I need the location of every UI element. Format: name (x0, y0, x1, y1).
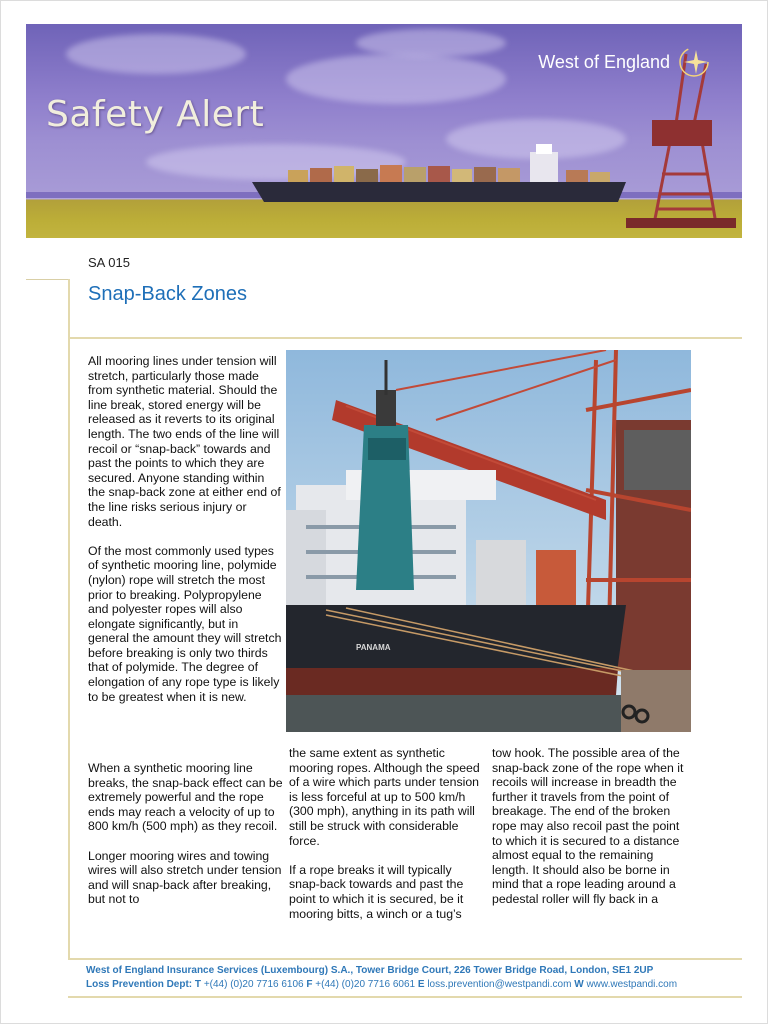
margin-rule (68, 279, 70, 959)
divider-rule (68, 958, 742, 960)
header-banner (26, 24, 742, 238)
phone-number: +(44) (0)20 7716 6106 (203, 979, 304, 990)
paragraph: If a rope breaks it will typically snap-back towards and past the point to which it is secured, be it mooring bitts, a winch or a tug’s (289, 862, 464, 921)
phone-label: T (194, 979, 202, 990)
fax-number: +(44) (0)20 7716 6061 (315, 979, 416, 990)
compass-star-icon (678, 44, 714, 80)
footer-contact (86, 964, 677, 992)
banner-title: Safety Alert (46, 94, 265, 135)
footer-dept-label: Loss Prevention Dept: (86, 979, 193, 990)
paragraph: the same extent as synthetic mooring ropes. Although the speed of a wire which parts under tension is less forceful at up to 500 km/h (300 mph), anything in its path will still be struck with considerable force. (289, 746, 480, 848)
text-column-1-lower (88, 761, 284, 922)
email-label: E (417, 979, 425, 990)
paragraph: Longer mooring wires and towing wires will also stretch under tension and will snap-back after breaking, but not to (88, 848, 282, 907)
page-title: Snap-Back Zones (88, 283, 247, 305)
text-column-3 (492, 746, 692, 921)
text-column-2 (289, 746, 485, 936)
fax-label: F (306, 979, 313, 990)
brand-name: West of England (538, 52, 670, 72)
divider-rule (26, 279, 68, 280)
web-label: W (574, 979, 584, 990)
footer-address: West of England Insurance Services (Luxembourg) S.A., Tower Bridge Court, 226 Tower Bridge Road, London, SE1 2UP (86, 965, 654, 976)
divider-rule (68, 337, 742, 339)
paragraph: All mooring lines under tension will stretch, particularly those made from synthetic material. Should the line break, stored energy will be released as it reverts to its original length. The two ends of the line will recoil or “snap-back” towards and past the points to which they are secured. Anyone standing within the snap-back zone at either end of the line risks serious injury or death. (88, 354, 281, 529)
text-column-1 (88, 354, 282, 719)
email-link[interactable]: loss.prevention@westpandi.com (427, 979, 572, 990)
website-link[interactable]: www.westpandi.com (586, 979, 678, 990)
ship-name: PANAMA (356, 643, 391, 652)
paragraph: When a synthetic mooring line breaks, the snap-back effect can be extremely powerful and the rope ends may reach a velocity of up to 800 km/h (500 mph) as they recoil. (88, 761, 283, 834)
paragraph: Of the most commonly used types of synthetic mooring line, polymide (nylon) rope will stretch the most prior to breaking. Polypropylene and polyester ropes will also elongate significantly, but in general the amount they will stretch before breaking is only two thirds that of polymide. The degree of elongation of any rope type is likely to be greatest when it is new. (88, 543, 282, 704)
paragraph: tow hook. The possible area of the snap-back zone of the rope when it recoils will increase in breadth the further it travels from the point of breakage. The end of the broken rope may also recoil past the point to which it is secured to a distance almost equal to the remaining length. It should also be borne in mind that a rope leading around a pedestal roller will fly back in a (492, 746, 684, 906)
ship-photo (286, 350, 691, 732)
alert-reference: SA 015 (88, 255, 130, 270)
divider-rule (68, 996, 742, 998)
